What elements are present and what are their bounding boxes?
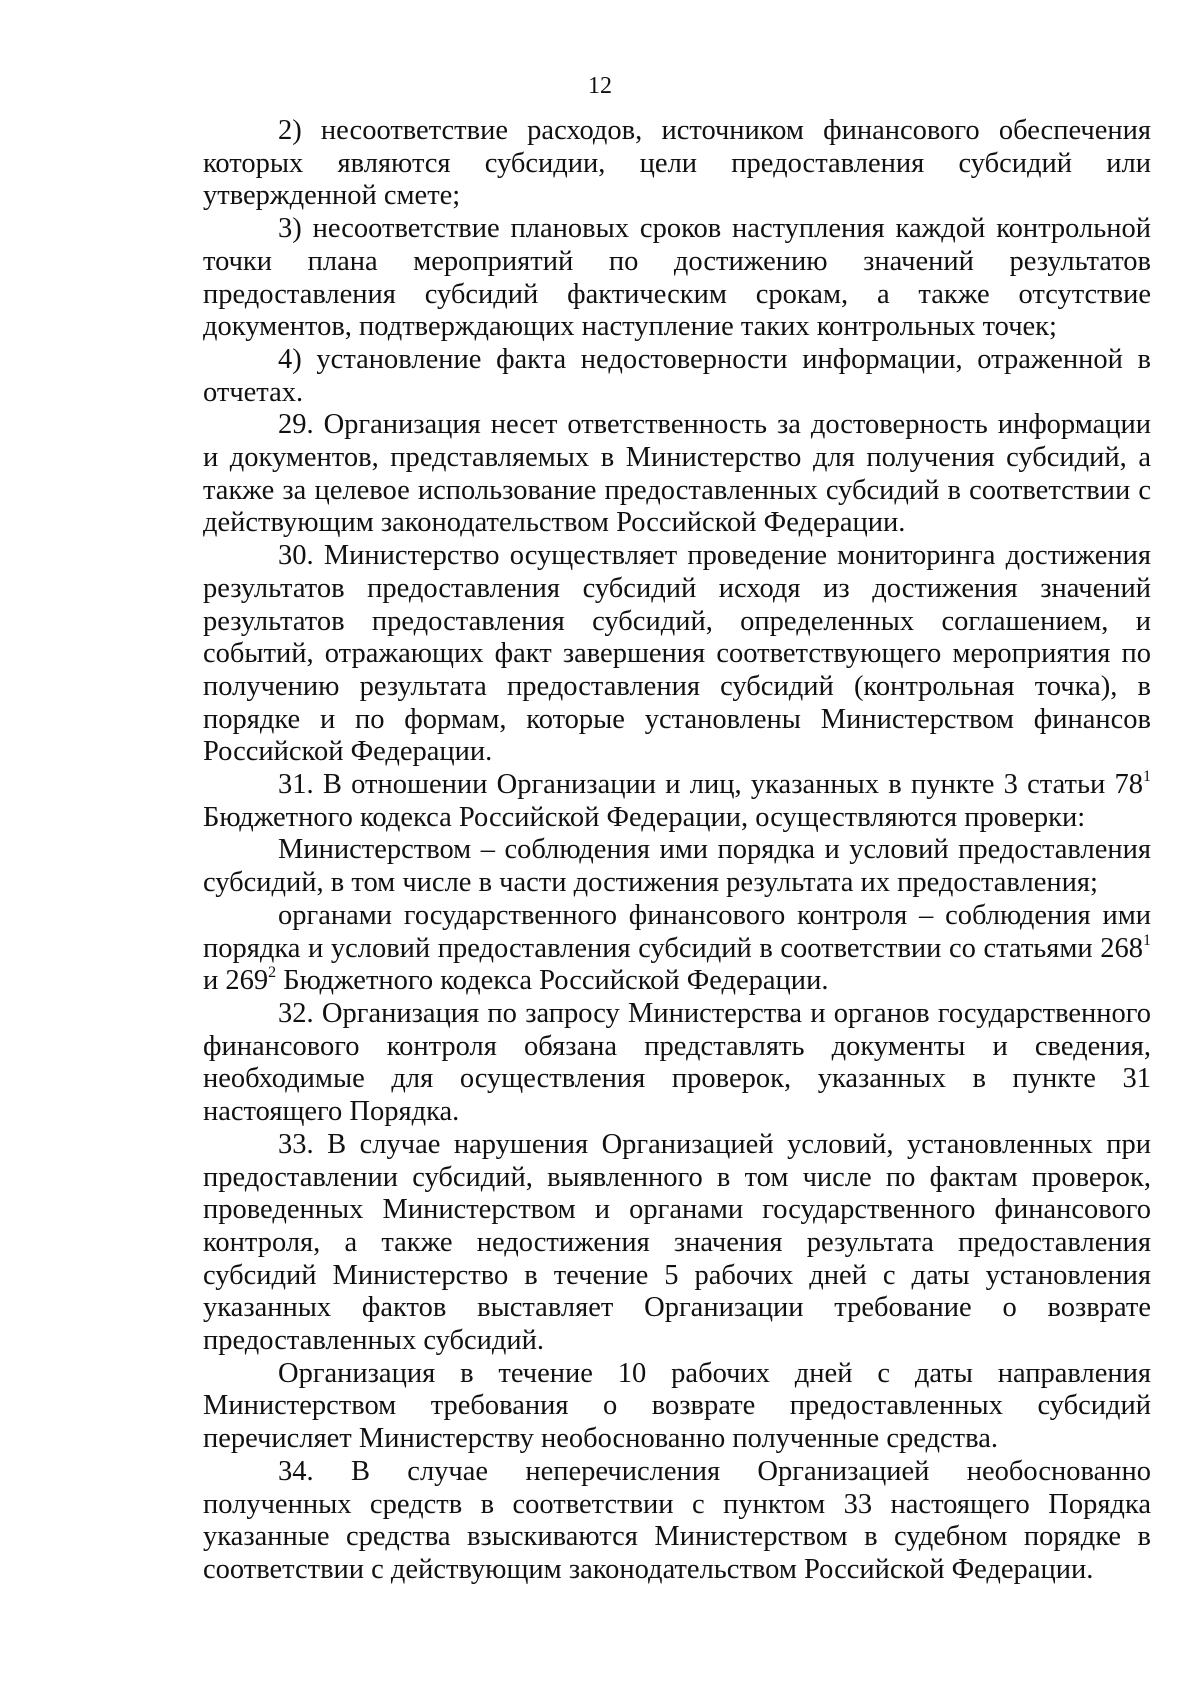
paragraph-32: 32. Организация по запросу Министерства и органов государственного финансового контроля обязана представлять документы и сведения, необходимые для осуществления проверок, указанных в пункте 31 настоящего Порядка. [203, 997, 1151, 1128]
article-268-superscript: 1 [1143, 931, 1151, 949]
paragraph-31-ministry-checks: Министерством – соблюдения ими порядка и условий предоставления субсидий, в том числе в части достижения результата их предоставления; [203, 834, 1151, 899]
document-body [203, 115, 1151, 1587]
paragraph-31-text-a: 31. В отношении Организации и лиц, указанных в пункте 3 статьи 78 [278, 769, 1143, 801]
paragraph-item-4: 4) установление факта недостоверности информации, отраженной в отчетах. [203, 343, 1151, 408]
paragraph-item-2: 2) несоответствие расходов, источником финансового обеспечения которых являются субсидии, цели предоставления субсидий или утвержденной смете; [203, 115, 1151, 212]
paragraph-31 [203, 769, 1151, 834]
paragraph-item-3: 3) несоответствие плановых сроков наступления каждой контрольной точки плана мероприятий по достижению значений результатов предоставления субсидий фактическим срокам, а также отсутствие документов, подтверждающих наступление таких контрольных точек; [203, 213, 1151, 343]
paragraph-34: 34. В случае неперечисления Организацией необоснованно полученных средств в соответствии с пунктом 33 настоящего Порядка указанные средства взыскиваются Министерством в судебном порядке в соответствии с действующим законодательством Российской Федерации. [203, 1455, 1151, 1585]
article-269-superscript: 2 [268, 964, 277, 982]
paragraph-33: 33. В случае нарушения Организацией условий, установленных при предоставлении субсидий, выявленного в том числе по фактам проверок, проведенных Министерством и органами государственного финансового контроля, а также недостижения значения результата предоставления субсидий Министерство в течение 5 рабочих дней с даты установления указанных фактов выставляет Организации требование о возврате предоставленных субсидий. [203, 1128, 1151, 1357]
paragraph-29: 29. Организация несет ответственность за достоверность информации и документов, представляемых в Министерство для получения субсидий, а также за целевое использование предоставленных субсидий в соответствии с действующим законодательством Российской Федерации. [203, 409, 1151, 539]
paragraph-31-control-bodies-checks [203, 900, 1151, 998]
control-checks-text-b: и 269 [203, 965, 269, 997]
paragraph-33-refund: Организация в течение 10 рабочих дней с даты направления Министерством требования о возврате предоставленных субсидий перечисляет Министерству необоснованно полученные средства. [203, 1357, 1151, 1455]
control-checks-text-c: Бюджетного кодекса Российской Федерации. [276, 965, 829, 997]
paragraph-31-superscript: 1 [1143, 768, 1151, 786]
paragraph-31-text-b: Бюджетного кодекса Российской Федерации, осуществляются проверки: [203, 801, 1086, 833]
paragraph-30: 30. Министерство осуществляет проведение мониторинга достижения результатов предоставления субсидий исходя из достижения значений результатов предоставления субсидий, определенных соглашением, и событий, отражающих факт завершения соответствующего мероприятия по получению результата предоставления субсидий (контрольная точка), в порядке и по формам, которые установлены Министерством финансов Российской Федерации. [203, 540, 1151, 768]
control-checks-text-a: органами государственного финансового контроля – соблюдения ими порядка и условий предоставления субсидий в соответствии со статьями 268 [203, 899, 1151, 964]
page-number: 12 [588, 73, 612, 99]
